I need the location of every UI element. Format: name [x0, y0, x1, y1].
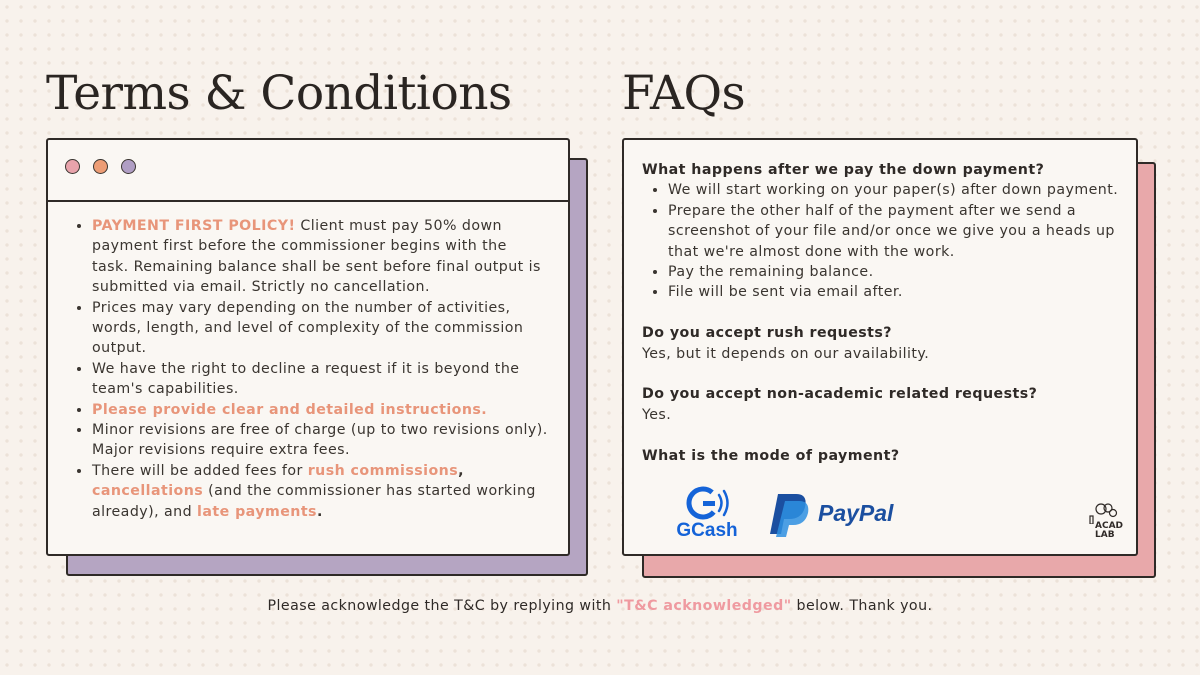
terms-item	[92, 216, 548, 298]
faq-question: What is the mode of payment?	[642, 447, 900, 464]
acad-lab-logo	[1086, 502, 1122, 546]
acad-lab-line: LAB	[1095, 530, 1115, 540]
terms-item	[92, 298, 548, 359]
terms-highlight: cancellations	[92, 483, 204, 500]
window-dot-orange	[93, 159, 108, 174]
terms-item	[92, 400, 548, 420]
paypal-icon	[766, 490, 814, 538]
acad-lab-wordmark	[1095, 522, 1123, 540]
window-dot-pink	[65, 159, 80, 174]
footer-quote: "T&C acknowledged"	[616, 598, 792, 614]
faq-title: FAQs	[622, 66, 746, 121]
faq-body	[624, 140, 1136, 466]
gcash-logo	[672, 486, 742, 542]
acad-lab-line: ACAD	[1095, 521, 1124, 531]
faq-question: Do you accept non-academic related requests?	[642, 386, 1038, 403]
footer-text: Please acknowledge the T&C by replying with	[267, 598, 617, 614]
faq-question: Do you accept rush requests?	[642, 325, 892, 342]
gcash-icon	[672, 486, 742, 522]
terms-text: Minor revisions are free of charge (up to two revisions only). Major revisions require extra fees.	[92, 422, 548, 459]
faq-answer-item: • Prepare the other half of the payment after we send a screenshot of your file and/or once we give you a heads up that we're almost done with the work.	[668, 201, 1120, 262]
terms-item	[92, 461, 548, 522]
window-titlebar	[48, 140, 568, 202]
faq-window	[622, 138, 1138, 556]
terms-text: Prices may vary depending on the number of activities, words, length, and level of complexity of the commission output.	[92, 299, 524, 357]
window-dot-purple	[121, 159, 136, 174]
terms-title: Terms & Conditions	[46, 66, 512, 121]
terms-text: We have the right to decline a request if it is beyond the team's capabilities.	[92, 360, 520, 398]
terms-list	[48, 216, 568, 522]
terms-highlight: Please provide clear and detailed instructions.	[92, 401, 488, 418]
faq-answer-item: • We will start working on your paper(s) after down payment.	[668, 180, 1120, 200]
terms-text: .	[316, 503, 323, 520]
faq-answer-list	[642, 180, 1120, 302]
faq-question: What happens after we pay the down payment?	[642, 162, 1045, 178]
terms-text: Client must pay 50% down payment first before the commissioner begins with the task. Remaining balance shall be sent before final output is submitted via email. Strictly no cancellation.	[92, 218, 541, 296]
terms-text: There will be added fees for	[92, 462, 308, 479]
footer-text: below. Thank you.	[791, 598, 933, 614]
terms-highlight: late payments	[197, 503, 317, 520]
paypal-label: PayPal	[818, 500, 894, 526]
terms-highlight: PAYMENT FIRST POLICY!	[92, 218, 296, 234]
faq-answer-item: • File will be sent via email after.	[668, 282, 1120, 302]
terms-item	[92, 359, 548, 400]
faq-answer: Yes.	[642, 406, 672, 423]
footer-note	[0, 598, 1200, 614]
terms-text: ,	[458, 462, 464, 479]
terms-window	[46, 138, 570, 556]
paypal-logo	[766, 490, 916, 538]
terms-item	[92, 420, 548, 461]
terms-text: (and the commissioner has started working already), and	[92, 483, 536, 520]
terms-highlight: rush commissions	[307, 462, 459, 479]
gcash-label: GCash	[676, 520, 738, 541]
faq-answer-item: • Pay the remaining balance.	[668, 262, 1120, 282]
faq-answer: Yes, but it depends on our availability.	[642, 345, 930, 362]
